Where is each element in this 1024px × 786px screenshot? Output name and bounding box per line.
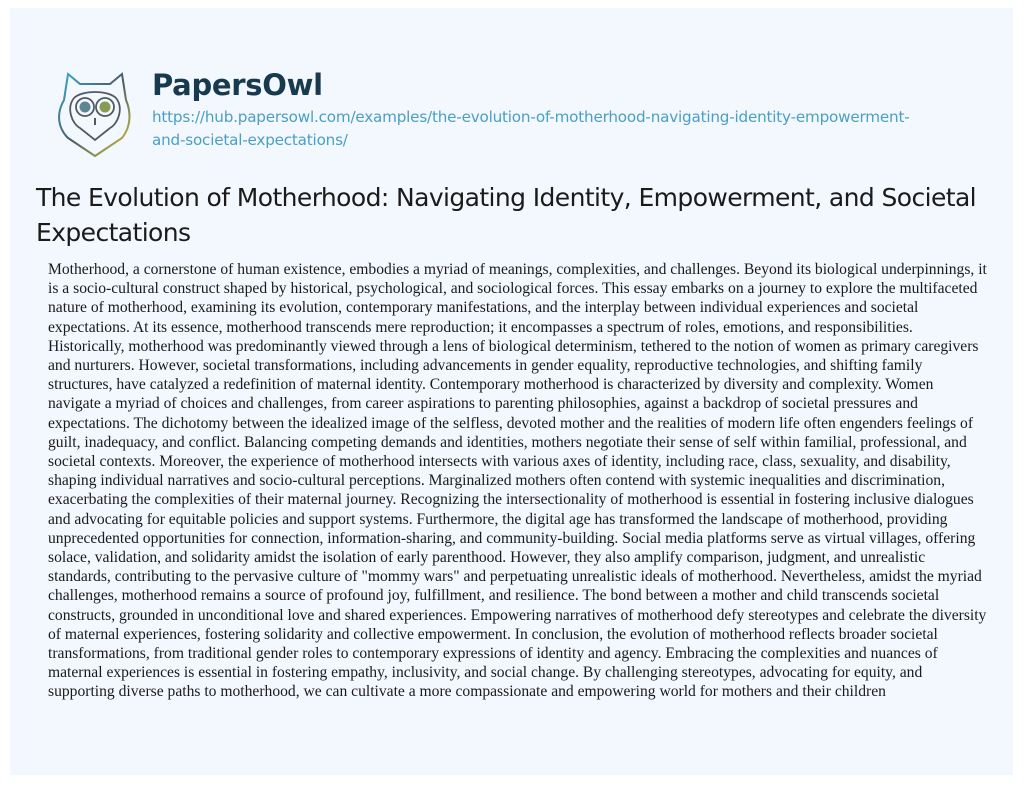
source-url-link[interactable]: https://hub.papersowl.com/examples/the-evolution-of-motherhood-navigating-identity-empowerment-and-societal-expectations/ <box>152 108 910 149</box>
owl-logo-icon <box>52 70 138 160</box>
brand-name: PapersOwl <box>152 68 323 102</box>
article-body: Motherhood, a cornerstone of human existence, embodies a myriad of meanings, complexities, and challenges. Beyond its biological underpinnings, it is a socio-cultural construct shaped by historical, psychological, and sociological forces. This essay embarks on a journey to explore the multifaceted nature of motherhood, examining its evolution, contemporary manifestations, and the interplay between individual experiences and societal expectations. At its essence, motherhood transcends mere reproduction; it encompasses a spectrum of roles, emotions, and responsibilities. Historically, motherhood was predominantly viewed through a lens of biological determinism, tethered to the notion of women as primary caregivers and nurturers. However, societal transformations, including advancements in gender equality, reproductive technologies, and shifting family structures, have catalyzed a redefinition of maternal identity. Contemporary motherhood is characterized by diversity and complexity. Women navigate a myriad of choices and challenges, from career aspirations to parenting philosophies, against a backdrop of societal pressures and expectations. The dichotomy between the idealized image of the selfless, devoted mother and the realities of modern life often engenders feelings of guilt, inadequacy, and conflict. Balancing competing demands and identities, mothers negotiate their sense of self within familial, professional, and societal contexts. Moreover, the experience of motherhood intersects with various axes of identity, including race, class, sexuality, and disability, shaping individual narratives and socio-cultural perceptions. Marginalized mothers often contend with systemic inequalities and discrimination, exacerbating the complexities of their maternal journey. Recognizing the intersectionality of motherhood is essential in fostering inclusive dialogues and advocating for equitable policies and support systems. Furthermore, the digital age has transformed the landscape of motherhood, providing unprecedented opportunities for connection, information-sharing, and community-building. Social media platforms serve as virtual villages, offering solace, validation, and solidarity amidst the isolation of early parenthood. However, they also amplify comparison, judgment, and unrealistic standards, contributing to the pervasive culture of "mommy wars" and perpetuating unrealistic ideals of motherhood. Nevertheless, amidst the myriad challenges, motherhood remains a source of profound joy, fulfillment, and resilience. The bond between a mother and child transcends societal constructs, grounded in unconditional love and shared experiences. Empowering narratives of motherhood defy stereotypes and celebrate the diversity of maternal experiences, fostering solidarity and collective empowerment. In conclusion, the evolution of motherhood reflects broader societal transformations, from traditional gender roles to contemporary expressions of identity and agency. Embracing the complexities and nuances of maternal experiences is essential in fostering empathy, inclusivity, and social change. By challenging stereotypes, advocating for equity, and supporting diverse paths to motherhood, we can cultivate a more compassionate and empowering world for mothers and their children <box>48 261 987 701</box>
page-title: The Evolution of Motherhood: Navigating Identity, Empowerment, and Societal Expectations <box>36 183 977 247</box>
